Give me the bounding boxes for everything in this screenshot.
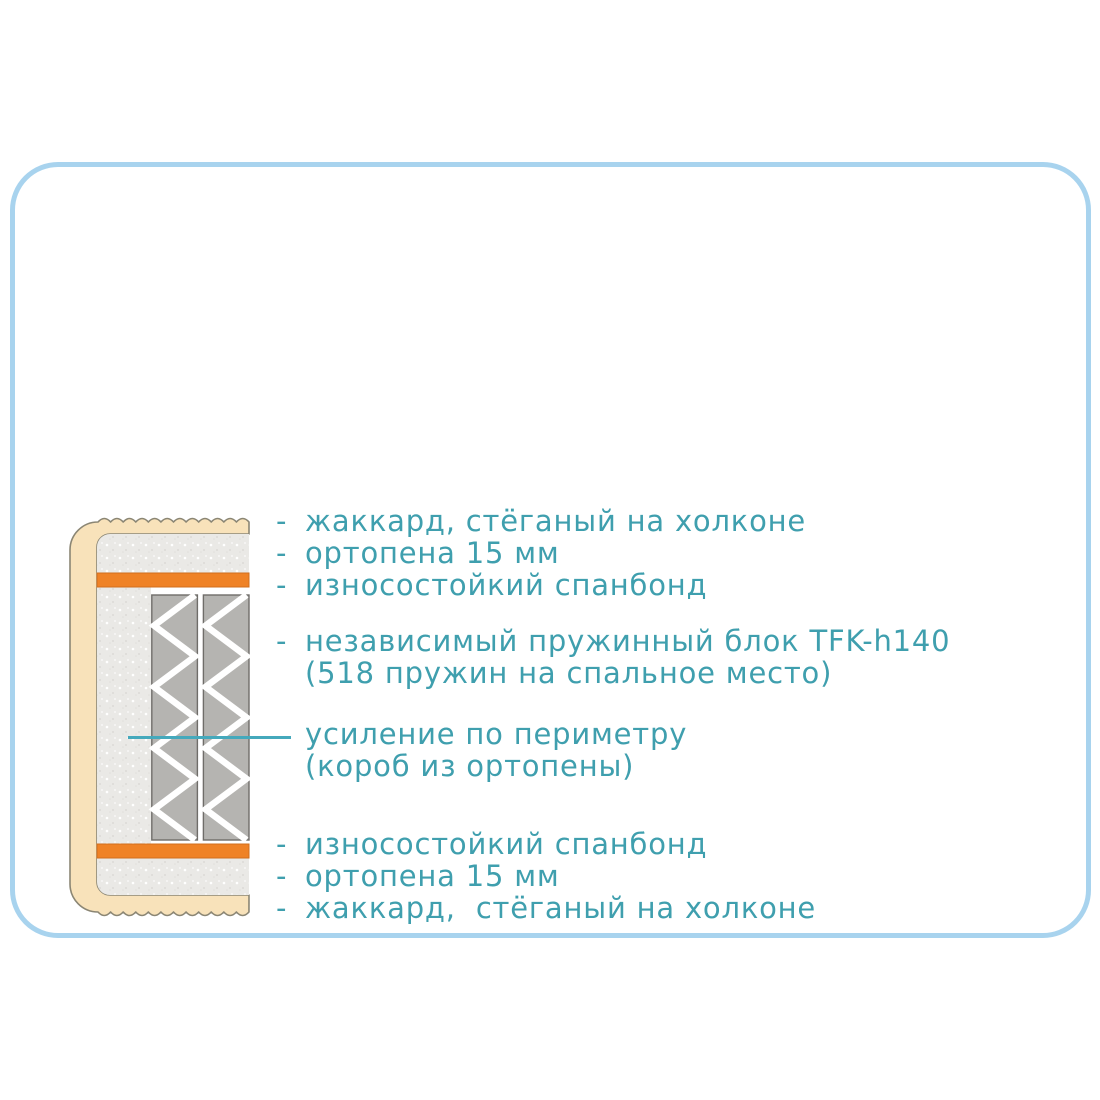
layer-label-text: независимый пружинный блок TFK-h140 bbox=[305, 624, 951, 658]
layer-label bbox=[276, 505, 806, 537]
layer-label-text: усиление по периметру bbox=[305, 717, 688, 751]
layer-label bbox=[276, 828, 816, 860]
layer-label-text: жаккард, стёганый на холконе bbox=[305, 504, 807, 538]
perimeter-pointer-line bbox=[128, 736, 291, 739]
layer-label-text: жаккард, стёганый на холконе bbox=[305, 891, 817, 925]
mattress-cross-section-diagram bbox=[65, 515, 255, 919]
label-group-perimeter-reinforcement bbox=[305, 718, 687, 782]
layer-label-text: (518 пружин на спальное место) bbox=[305, 656, 833, 690]
bullet-dash bbox=[276, 657, 305, 689]
bullet-dash: - bbox=[276, 859, 288, 893]
bullet-dash: - bbox=[276, 624, 288, 658]
spanbond-band-top bbox=[97, 573, 249, 587]
layer-label bbox=[305, 750, 687, 782]
label-group-top-layers bbox=[276, 505, 806, 601]
layer-label bbox=[276, 625, 950, 657]
label-group-spring-block bbox=[276, 625, 950, 689]
content-card bbox=[10, 162, 1091, 938]
layer-label bbox=[276, 860, 816, 892]
layer-label-text: износостойкий спанбонд bbox=[305, 827, 708, 861]
layer-label bbox=[276, 537, 806, 569]
layer-label bbox=[276, 657, 950, 689]
bullet-dash: - bbox=[276, 827, 288, 861]
bullet-dash: - bbox=[276, 891, 288, 925]
layer-label-text: ортопена 15 мм bbox=[305, 536, 560, 570]
layer-label-text: (короб из ортопены) bbox=[305, 749, 635, 783]
layer-label bbox=[305, 718, 687, 750]
spanbond-band-bottom bbox=[97, 844, 249, 858]
bullet-dash: - bbox=[276, 568, 288, 602]
bullet-dash: - bbox=[276, 504, 288, 538]
layer-label bbox=[276, 892, 816, 924]
label-group-bottom-layers bbox=[276, 828, 816, 924]
bullet-dash: - bbox=[276, 536, 288, 570]
layer-label-text: ортопена 15 мм bbox=[305, 859, 560, 893]
layer-label bbox=[276, 569, 806, 601]
layer-label-text: износостойкий спанбонд bbox=[305, 568, 708, 602]
